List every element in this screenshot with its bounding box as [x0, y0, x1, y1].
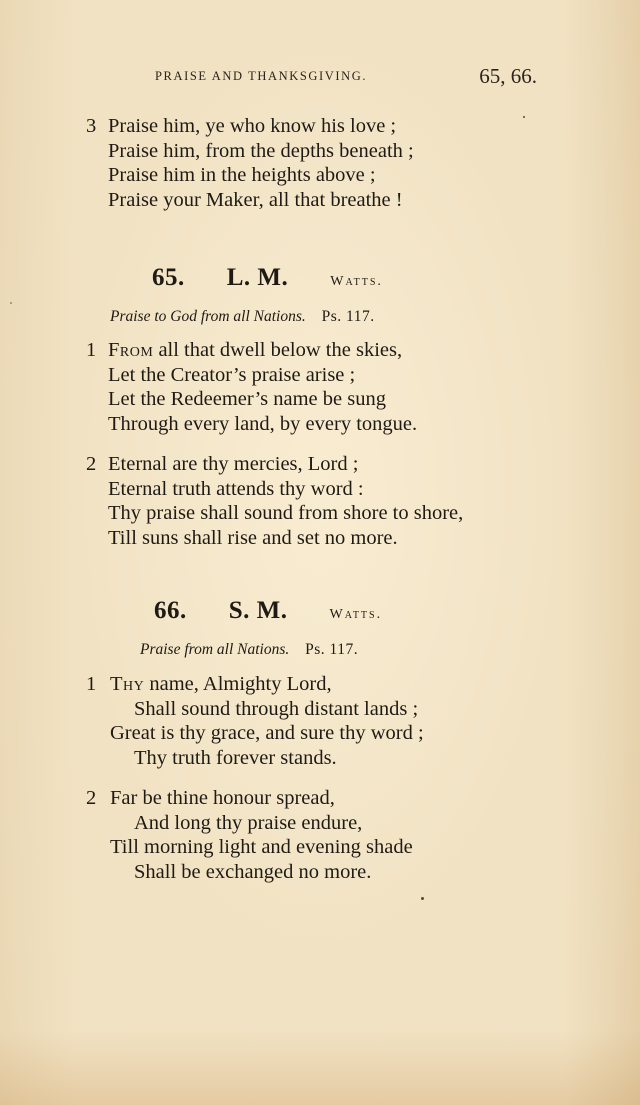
paper-speck: [523, 116, 525, 118]
scripture-reference: Ps. 117.: [305, 641, 359, 658]
hymn-66-heading: [154, 597, 382, 625]
verse-line: And long thy praise endure,: [134, 811, 363, 834]
paper-speck: [421, 897, 424, 900]
verse-line: Shall be exchanged no more.: [134, 861, 372, 884]
verse-number: 3: [86, 115, 97, 137]
verse-line: Praise him, from the depths beneath ;: [108, 139, 414, 162]
verse-line: Far be thine honour spread,: [110, 787, 335, 809]
verse-line: Eternal truth attends thy word :: [108, 477, 364, 500]
verse-line: Thy truth forever stands.: [134, 747, 337, 770]
verse-line: Let the Redeemer’s name be sung: [108, 388, 386, 411]
first-word-small-caps: From: [108, 339, 154, 361]
verse-line: Praise him, ye who know his love ;: [108, 115, 397, 137]
verse-line: Through every land, by every tongue.: [108, 413, 418, 436]
verse-line: Thy praise shall sound from shore to shore,: [108, 502, 464, 525]
paper-speck: [10, 302, 12, 304]
verse-line: Let the Creator’s praise arise ;: [108, 363, 356, 386]
continued-verse: [86, 114, 566, 214]
running-head-title: PRAISE AND THANKSGIVING.: [155, 69, 368, 83]
first-word-small-caps: Thy: [110, 673, 145, 695]
hymn-66-subtitle: [140, 641, 358, 659]
hymn-65-verse-2: [86, 452, 606, 552]
verse-line: Great is thy grace, and sure thy word ;: [110, 722, 424, 745]
running-head-page-numbers: 65, 66.: [479, 64, 537, 88]
hymn-author: Watts.: [329, 607, 383, 622]
hymn-65-heading: [152, 264, 383, 292]
running-head: [155, 64, 537, 88]
hymn-meter: S. M.: [228, 597, 288, 624]
page-edge-stain: [0, 1030, 640, 1105]
verse-line: Praise him in the heights above ;: [108, 164, 376, 187]
verse-line: Till suns shall rise and set no more.: [108, 527, 398, 550]
verse-line: Praise your Maker, all that breathe !: [108, 189, 403, 212]
verse-number: 2: [86, 453, 97, 475]
verse-number: 1: [86, 339, 97, 361]
hymn-66-verse-2: [86, 786, 566, 886]
scripture-reference: Ps. 117.: [321, 308, 375, 325]
hymn-number: 65.: [152, 264, 185, 291]
hymn-number: 66.: [154, 597, 187, 624]
hymn-65-subtitle: [110, 308, 375, 326]
hymn-author: Watts.: [330, 274, 383, 289]
hymn-subtitle-text: Praise from all Nations.: [140, 641, 290, 658]
verse-line: Till morning light and evening shade: [110, 836, 413, 859]
verse-line: [108, 338, 402, 363]
hymn-65-verse-1: [86, 338, 566, 438]
hymn-66-verse-1: [86, 672, 566, 772]
first-line-rest: name, Almighty Lord,: [144, 673, 332, 695]
first-line-rest: all that dwell below the skies,: [153, 339, 403, 361]
verse-line: Eternal are thy mercies, Lord ;: [108, 453, 359, 475]
verse-line: [110, 672, 332, 697]
verse-number: 2: [86, 787, 97, 809]
verse-number: 1: [86, 673, 97, 695]
hymn-meter: L. M.: [226, 264, 289, 291]
hymn-subtitle-text: Praise to God from all Nations.: [110, 308, 306, 325]
verse-line: Shall sound through distant lands ;: [134, 697, 419, 720]
